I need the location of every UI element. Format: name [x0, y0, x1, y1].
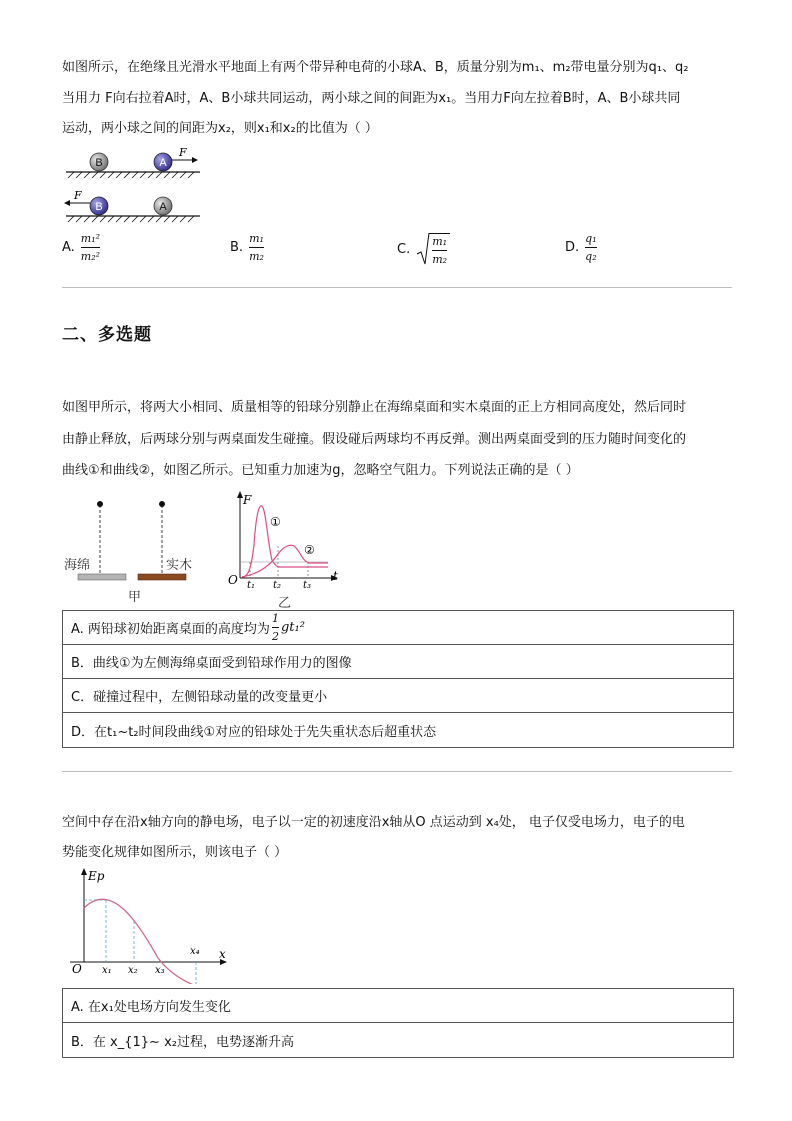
q2-option-b[interactable]: B．曲线①为左侧海绵桌面受到铅球作用力的图像 [63, 645, 733, 679]
divider [62, 771, 732, 772]
ground-hatch-bottom [68, 216, 194, 222]
q2-option-c[interactable]: C．碰撞过程中，左侧铅球动量的改变量更小 [63, 679, 733, 713]
curve-1 [242, 506, 328, 577]
q2-text-line-3: 曲线①和曲线②，如图乙所示。已知重力加速为g，忽略空气阻力。下列说法正确的是（ ） [62, 463, 579, 478]
q2-text-line-2: 由静止释放，后两球分别与两桌面发生碰撞。假设碰后两球均不再反弹。测出两桌面受到的压力随时间变化的 [62, 432, 687, 447]
q1-option-b[interactable]: B. $\frac{\text{m₁}}{\text{m₂}}$ [230, 232, 264, 263]
force-label-bottom: F [74, 189, 82, 202]
tick-t1: t₁ [247, 580, 256, 591]
wood-desk [138, 574, 186, 580]
tick-x1: x₁ [102, 965, 112, 976]
sponge-desk [78, 574, 126, 580]
origin-label: O [72, 962, 82, 976]
q3-option-b[interactable]: B．在 x_{1}∼ x₂过程，电势逐渐升高 [71, 1034, 294, 1050]
ground-hatch-top [68, 172, 194, 178]
q2-figure-yi [218, 490, 343, 612]
q3-figure [62, 866, 237, 984]
q3-option-a[interactable]: A. 在x₁处电场方向发生变化 [63, 989, 733, 1023]
q1-figure [62, 146, 207, 228]
q3-text-line-2: 势能变化规律如图所示，则该电子（ ） [62, 845, 288, 860]
axis-f-label: F [243, 493, 252, 507]
q2-text-line-1: 如图甲所示，将两大小相同、质量相等的铅球分别静止在海绵桌面和实木桌面的正上方相同高度处，然后同时 [62, 400, 687, 415]
force-label-top: F [179, 146, 187, 159]
q2-figure-jia [62, 493, 212, 605]
q1-text-line-1: 如图所示，在绝缘且光滑水平地面上有两个带异种电荷的小球A、B，质量分别为m₁、m₂带电量分别为q₁、q₂ [62, 60, 689, 75]
q1-option-d[interactable]: D. $\frac{\text{q₁}}{\text{q₂}}$ [565, 232, 597, 263]
curve-2-label: ② [304, 543, 315, 557]
sponge-label: 海绵 [64, 558, 91, 573]
axis-x-label: x [219, 947, 226, 961]
tick-t3: t₃ [303, 580, 312, 591]
option-letter: A. [62, 240, 75, 255]
ball-a-top-label: A [159, 157, 167, 169]
curve-1-label: ① [270, 515, 281, 529]
q1-text-line-3: 运动，两小球之间的间距为x₂，则x₁和x₂的比值为（ ） [62, 121, 378, 136]
q2-option-d[interactable]: D．在t₁~t₂时间段曲线①对应的铅球处于先失重状态后超重状态 [71, 724, 437, 740]
figure-yi-caption: 乙 [278, 596, 292, 611]
tick-t2: t₂ [273, 580, 282, 591]
ep-curve [84, 899, 196, 984]
q3-text-line-1: 空间中存在沿x轴方向的静电场，电子以一定的初速度沿x轴从O 点运动到 x₄处， 电子仅受电场力，电子的电 [62, 815, 685, 830]
ball-a-bottom-label: A [159, 201, 167, 213]
option-letter: D. [565, 240, 580, 255]
ball-b-bottom-label: B [95, 201, 103, 213]
section-title: 二、多选题 [62, 325, 152, 345]
option-letter: C. [397, 241, 411, 257]
q2-options-table [62, 610, 734, 748]
origin-label: O [228, 573, 238, 587]
tick-x2: x₂ [128, 965, 138, 976]
q1-text-line-2: 当用力 F向右拉着A时，A、B小球共同运动，两小球之间的间距为x₁。当用力F向左拉着B时，A、B小球共同 [62, 91, 681, 106]
tick-x4: x₄ [190, 946, 200, 957]
curve-2 [242, 545, 328, 577]
sqrt-symbol: $\frac{\text{m₁}}{\text{m₂}}$ [416, 232, 450, 266]
divider [62, 287, 732, 288]
figure-jia-caption: 甲 [128, 590, 142, 605]
option-letter: B. [230, 240, 244, 255]
q3-options-table [62, 988, 734, 1058]
q2-option-a[interactable]: A. 两铅球初始距离桌面的高度均为 $\frac{1}{2}$ gt₁² [63, 611, 733, 645]
q1-option-c[interactable] [397, 232, 450, 266]
axis-ep-label: Ep [88, 869, 105, 883]
tick-x3: x₃ [155, 965, 165, 976]
axis-t-label: t [333, 569, 338, 583]
ball-b-top-label: B [95, 157, 103, 169]
q1-option-a[interactable]: A. $\frac{\text{m₁²}}{\text{m₂²}}$ [62, 232, 101, 263]
wood-label: 实木 [166, 558, 193, 573]
